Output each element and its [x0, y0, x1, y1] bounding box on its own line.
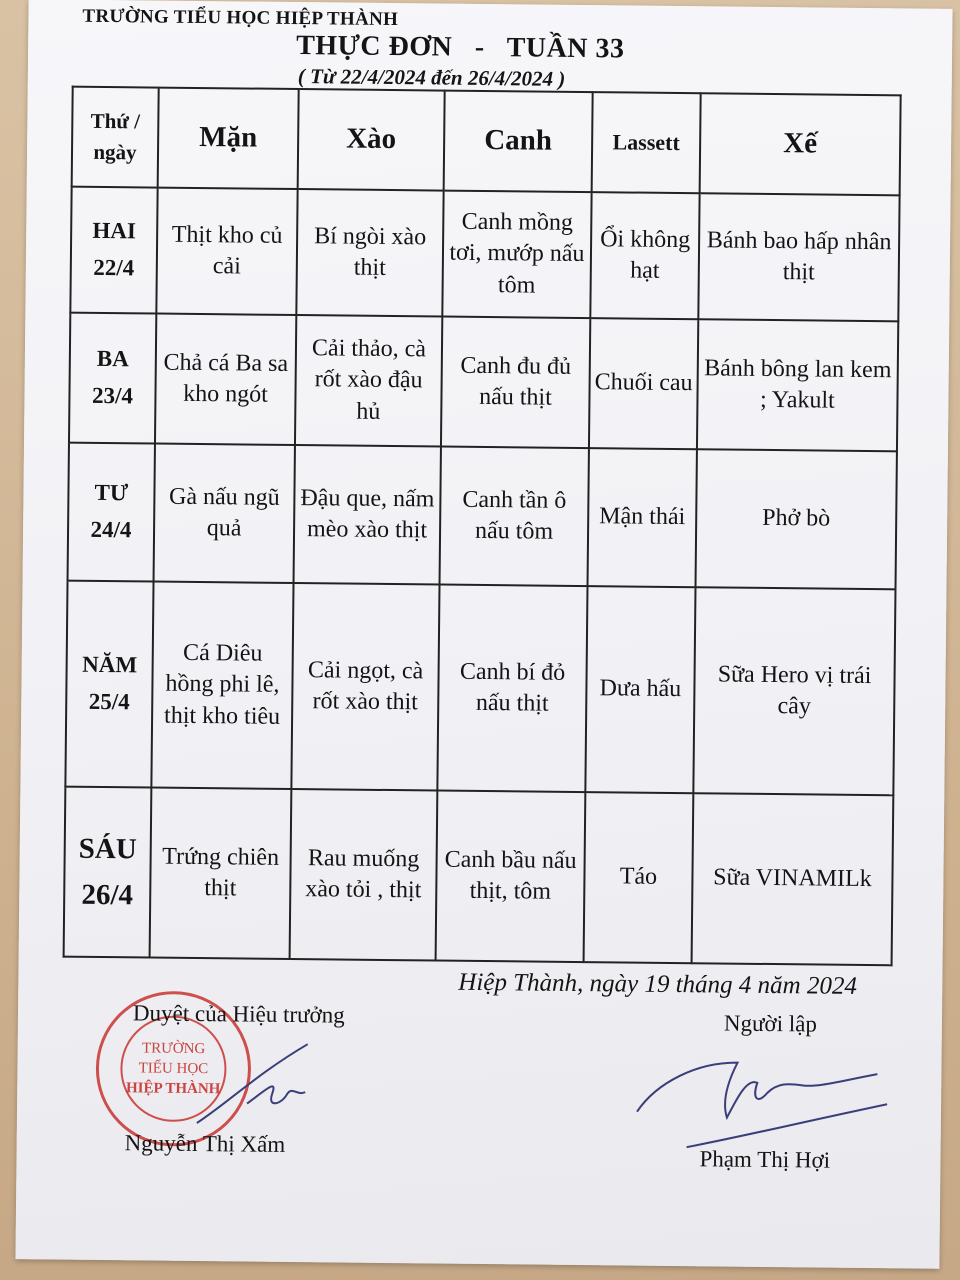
cell-xao: Cải ngọt, cà rốt xào thịt — [291, 583, 439, 791]
cell-xao: Đậu que, nấm mèo xào thịt — [294, 445, 441, 585]
table-row — [65, 581, 895, 796]
cell-xe: Sữa Hero vị trái cây — [693, 587, 895, 795]
creator-title: Người lập — [723, 1010, 818, 1037]
table-row — [70, 187, 899, 322]
cell-xe: Bánh bông lan kem ; Yakult — [697, 319, 898, 451]
date-range: ( Từ 22/4/2024 đến 26/4/2024 ) — [297, 64, 566, 91]
menu-sheet — [15, 0, 952, 1269]
approver-name: Nguyễn Thị Xấm — [124, 1130, 286, 1157]
cell-xao: Bí ngòi xào thịt — [296, 189, 443, 317]
day-date: 22/4 — [93, 254, 135, 281]
day-date: 24/4 — [90, 516, 132, 543]
cell-xao: Rau muống xào tỏi , thịt — [290, 789, 438, 961]
header-xe: Xế — [700, 93, 901, 195]
creator-signature — [617, 1041, 898, 1154]
cell-man: Thịt kho củ cải — [156, 188, 297, 315]
cell-lassett: Dưa hấu — [585, 586, 695, 793]
cell-lassett: Táo — [584, 792, 694, 963]
day-name: SÁU — [78, 832, 137, 865]
title-separator: - — [474, 31, 485, 63]
menu-table — [63, 86, 902, 967]
creator-name: Phạm Thị Hợi — [699, 1146, 831, 1173]
day-name: TƯ — [94, 480, 129, 506]
cell-canh: Canh mồng tơi, mướp nấu tôm — [442, 191, 591, 319]
header-canh: Canh — [444, 91, 593, 193]
day-name: HAI — [92, 218, 137, 244]
stamp-line1: TRƯỜNG — [141, 1040, 206, 1058]
table-row — [64, 787, 894, 966]
approver-signature — [187, 1033, 348, 1135]
cell-canh: Canh đu đủ nấu thịt — [441, 317, 590, 449]
row-day — [64, 787, 152, 958]
header-man: Mặn — [158, 88, 299, 189]
stamp-line3: HIỆP THÀNH — [125, 1080, 221, 1098]
day-date: 26/4 — [81, 878, 134, 912]
row-day — [68, 443, 155, 582]
approver-title: Duyệt của Hiệu trưởng — [132, 1000, 345, 1028]
menu-title — [296, 30, 625, 65]
cell-lassett: Ổi không hạt — [590, 192, 699, 319]
title-left: THỰC ĐƠN — [295, 30, 453, 63]
header-day — [72, 87, 159, 188]
header-day-line1: Thứ / — [90, 108, 141, 133]
row-day — [69, 313, 156, 444]
cell-man: Trứng chiên thịt — [150, 788, 292, 959]
cell-lassett: Mận thái — [588, 448, 697, 587]
title-week: TUẦN 33 — [506, 32, 625, 65]
place-date: Hiệp Thành, ngày 19 tháng 4 năm 2024 — [458, 968, 858, 1000]
cell-canh: Canh tần ô nấu tôm — [440, 447, 589, 587]
cell-man: Gà nấu ngũ quả — [154, 444, 295, 583]
header-lassett: Lassett — [592, 92, 701, 193]
cell-man: Cá Diêu hồng phi lê, thịt kho tiêu — [151, 582, 293, 789]
header-xao: Xào — [298, 89, 445, 191]
cell-lassett: Chuối cau — [589, 318, 698, 449]
cell-xao: Cải thảo, cà rốt xào đậu hủ — [295, 315, 442, 447]
cell-xe: Sữa VINAMILk — [692, 793, 894, 965]
cell-xe: Phở bò — [696, 449, 897, 589]
day-name: BA — [96, 346, 129, 372]
stamp-line2: TIỂU HỌC — [138, 1060, 209, 1078]
table-row — [68, 443, 897, 590]
cell-canh: Canh bí đỏ nấu thịt — [437, 585, 587, 793]
table-row — [69, 313, 898, 452]
day-date: 25/4 — [88, 688, 130, 715]
cell-xe: Bánh bao hấp nhân thịt — [698, 193, 899, 321]
table-header-row — [72, 87, 901, 196]
row-day — [70, 187, 157, 314]
cell-man: Chả cá Ba sa kho ngót — [155, 314, 296, 445]
cell-canh: Canh bầu nấu thịt, tôm — [436, 791, 586, 963]
day-name: NĂM — [82, 651, 138, 678]
school-name: TRƯỜNG TIỂU HỌC HIỆP THÀNH — [82, 5, 399, 31]
row-day — [65, 581, 153, 788]
day-date: 23/4 — [91, 382, 134, 409]
header-day-line2: ngày — [93, 139, 137, 165]
